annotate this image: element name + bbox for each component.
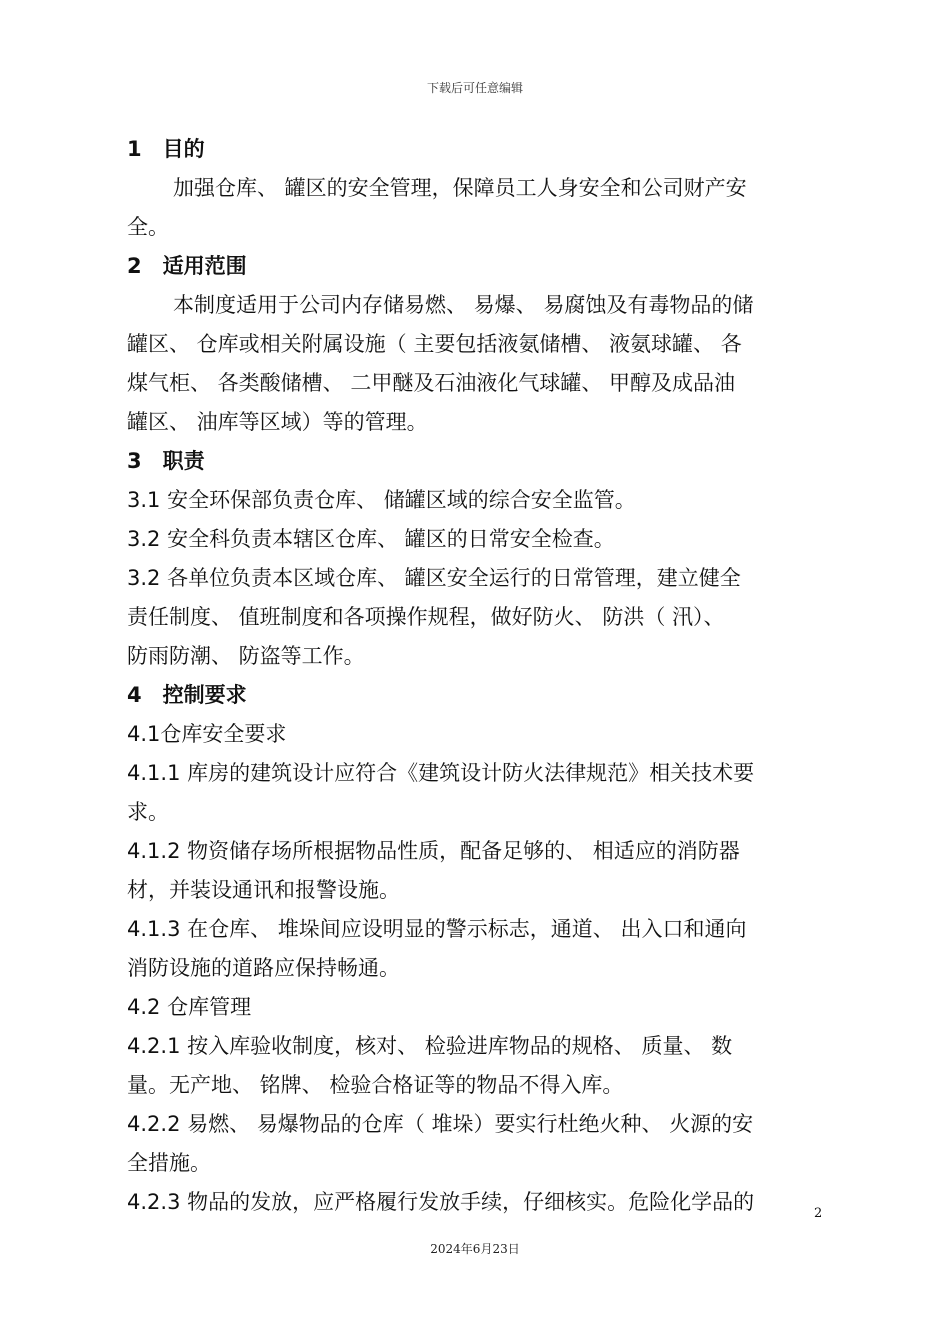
paragraph-line: 4.2 仓库管理	[127, 995, 252, 1019]
paragraph-line: 全措施。	[127, 1151, 211, 1175]
paragraph-line: 消防设施的道路应保持畅通。	[127, 956, 400, 980]
paragraph-line: 责任制度、 值班制度和各项操作规程，做好防火、 防洪（ 汛）、	[127, 605, 725, 629]
paragraph-line: 材，并装设通讯和报警设施。	[127, 878, 400, 902]
paragraph-line: 本制度适用于公司内存储易燃、 易爆、 易腐蚀及有毒物品的储	[173, 293, 754, 317]
paragraph-line: 3.2 各单位负责本区域仓库、 罐区安全运行的日常管理，建立健全	[127, 566, 741, 590]
paragraph-line: 4.1仓库安全要求	[127, 722, 287, 746]
heading-scope: 2 适用范围	[127, 254, 247, 278]
page-header: 下载后可任意编辑	[426, 81, 523, 95]
paragraph-line: 煤气柜、 各类酸储槽、 二甲醚及石油液化气球罐、 甲醇及成品油	[127, 371, 736, 395]
page-footer-date: 2024年6月23日	[430, 1242, 520, 1256]
page-number: 2	[814, 1206, 823, 1221]
paragraph-line: 4.2.3 物品的发放，应严格履行发放手续，仔细核实。危险化学品的	[127, 1190, 755, 1214]
paragraph-line: 量。无产地、 铭牌、 检验合格证等的物品不得入库。	[127, 1073, 624, 1097]
paragraph-line: 求。	[127, 800, 169, 824]
paragraph-line: 3.1 安全环保部负责仓库、 储罐区域的综合安全监管。	[127, 488, 636, 512]
paragraph-line: 3.2 安全科负责本辖区仓库、 罐区的日常安全检查。	[127, 527, 615, 551]
paragraph-line: 加强仓库、 罐区的安全管理，保障员工人身安全和公司财产安	[173, 176, 747, 200]
paragraph-line: 罐区、 油库等区域）等的管理。	[127, 410, 428, 434]
paragraph-line: 防雨防潮、 防盗等工作。	[127, 644, 365, 668]
paragraph-line: 4.2.2 易燃、 易爆物品的仓库（ 堆垛）要实行杜绝火种、 火源的安	[127, 1112, 754, 1136]
paragraph-line: 4.2.1 按入库验收制度，核对、 检验进库物品的规格、 质量、 数	[127, 1034, 733, 1058]
paragraph-line: 全。	[127, 215, 169, 239]
heading-purpose: 1 目的	[127, 137, 205, 161]
paragraph-line: 4.1.3 在仓库、 堆垛间应设明显的警示标志，通道、 出入口和通向	[127, 917, 747, 941]
paragraph-line: 罐区、 仓库或相关附属设施（ 主要包括液氨储槽、 液氨球罐、 各	[127, 332, 742, 356]
paragraph-line: 4.1.1 库房的建筑设计应符合《建筑设计防火法律规范》相关技术要	[127, 761, 755, 785]
document-body	[127, 130, 825, 1222]
heading-control-requirements: 4 控制要求	[127, 683, 247, 707]
paragraph-line: 4.1.2 物资储存场所根据物品性质，配备足够的、 相适应的消防器	[127, 839, 740, 863]
heading-responsibilities: 3 职责	[127, 449, 205, 473]
